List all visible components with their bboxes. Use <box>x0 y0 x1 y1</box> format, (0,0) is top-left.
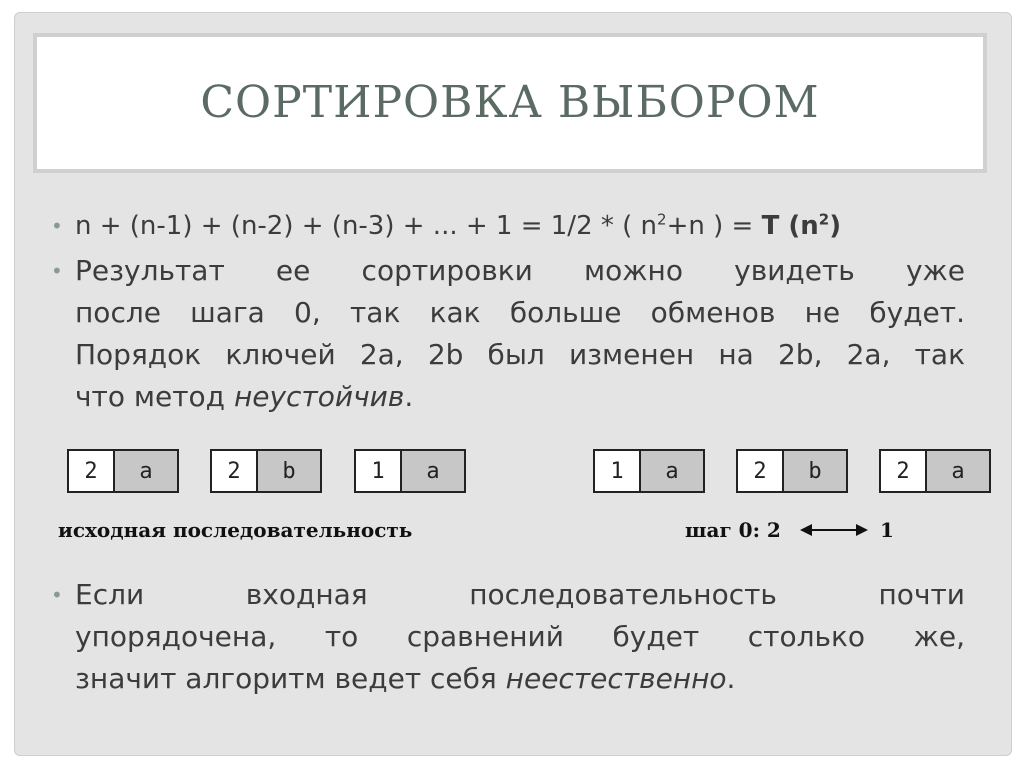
caption-step-zero: шаг 0: 2 <box>685 518 781 542</box>
nearly-sorted-line-3-suffix: . <box>726 662 736 695</box>
record-key-letter: a <box>641 451 703 491</box>
record-key-number: 2 <box>881 451 927 491</box>
result-line-4-suffix: . <box>404 380 414 413</box>
bullet-dot-icon: • <box>51 214 63 238</box>
bullet-result <box>51 250 965 418</box>
bullet-dot-icon: • <box>51 583 63 607</box>
record-key-letter: a <box>927 451 989 491</box>
record-box-initial-2 <box>210 449 322 493</box>
record-key-letter: b <box>258 451 320 491</box>
record-key-number: 2 <box>69 451 115 491</box>
bullet-nearly-sorted <box>51 574 965 700</box>
record-box-step0-1 <box>593 449 705 493</box>
record-key-letter: a <box>402 451 464 491</box>
result-line-4 <box>75 376 965 418</box>
formula-sup1: 2 <box>657 210 667 229</box>
formula-bold: T (n <box>761 211 819 241</box>
formula-sup2: 2 <box>818 210 830 229</box>
nearly-sorted-unnatural-term: неестественно <box>505 662 727 695</box>
record-key-letter: a <box>115 451 177 491</box>
record-key-number: 2 <box>738 451 784 491</box>
record-box-step0-2 <box>736 449 848 493</box>
nearly-sorted-line-2: упорядочена, то сравнений будет столько же, <box>75 620 965 653</box>
result-unstable-term: неустойчив <box>233 380 405 413</box>
nearly-sorted-line-3-prefix: значит алгоритм ведет себя <box>75 662 506 695</box>
bullet-dot-icon: • <box>51 259 63 283</box>
bullet-formula <box>51 204 965 248</box>
record-box-initial-1 <box>67 449 179 493</box>
formula-middle: +n ) = <box>666 211 762 241</box>
record-key-number: 2 <box>212 451 258 491</box>
record-key-number: 1 <box>356 451 402 491</box>
record-box-step0-3 <box>879 449 991 493</box>
caption-initial-sequence: исходная последовательность <box>58 518 413 542</box>
formula-bold-end: ) <box>829 211 842 241</box>
caption-step-target: 1 <box>880 518 894 542</box>
result-line-3: Порядок ключей 2a, 2b был изменен на 2b, 2a, так <box>75 338 965 371</box>
formula-left: n + (n-1) + (n-2) + (n-3) + ... + 1 = 1/2 * ( n <box>75 211 658 241</box>
nearly-sorted-line-3 <box>75 658 965 700</box>
result-line-4-prefix: что метод <box>75 380 234 413</box>
nearly-sorted-line-1: Если входная последовательность почти <box>75 578 965 611</box>
double-arrow-icon <box>800 522 868 538</box>
record-key-letter: b <box>784 451 846 491</box>
record-box-initial-3 <box>354 449 466 493</box>
slide-title: СОРТИРОВКА ВЫБОРОМ <box>200 77 820 128</box>
record-key-number: 1 <box>595 451 641 491</box>
result-line-2: после шага 0, так как больше обменов не будет. <box>75 296 965 329</box>
title-frame <box>33 33 987 173</box>
result-line-1: Результат ее сортировки можно увидеть уже <box>75 254 965 287</box>
